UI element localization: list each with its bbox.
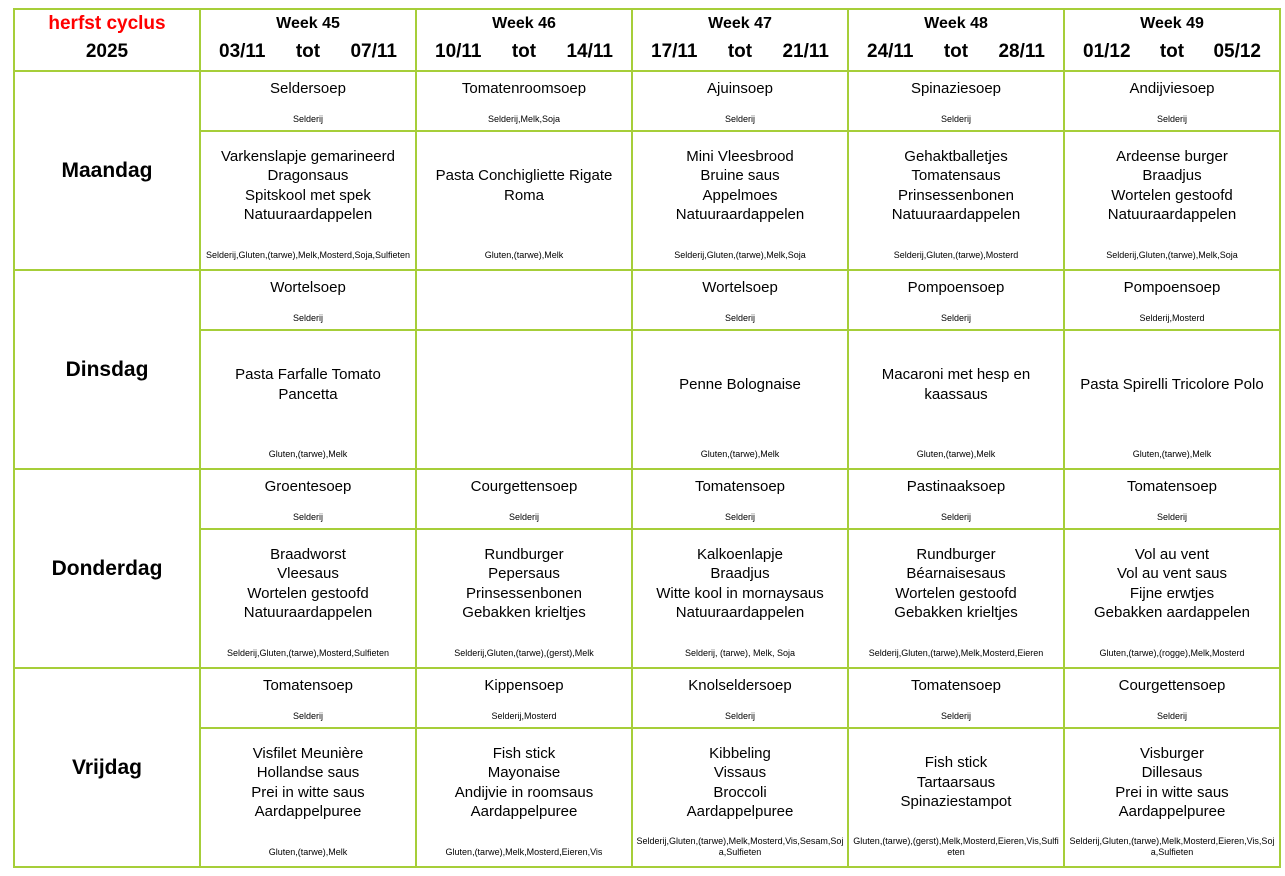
meal-allergens: Gluten,(tarwe),Melk [700,449,780,459]
day-label: Dinsdag [15,271,201,470]
meal-item: Wortelen gestoofd [1111,186,1233,204]
meal-items [1067,132,1277,239]
meal-item: Braadjus [710,565,770,582]
meal-item: Vleesaus [277,565,339,582]
meal-item: Gehaktballetjes [904,147,1008,165]
week-date-range [849,41,1063,63]
meal-item: Natuuraardappelen [243,604,373,621]
meal-allergens: Selderij,Gluten,(tarwe),Melk,Mosterd,Eieren [868,648,1044,658]
meal-item: Broccoli [713,783,767,801]
meal-allergens: Gluten,(tarwe),(gerst),Melk,Mosterd,Eieren,Vis,Sulfieten [853,836,1059,857]
soup-cell [417,669,633,729]
meal-allergens: Selderij,Gluten,(tarwe),Melk,Mosterd,Eieren,Vis,Soja,Sulfieten [1069,836,1275,857]
meal-item: Varkenslapje gemarineerd [221,147,395,165]
soup-cell [201,669,417,729]
meal-items [635,530,845,637]
meal-items [203,132,413,239]
soup-cell [1065,72,1281,132]
week-date-range [417,41,631,63]
week-date-range [1065,41,1279,63]
soup-name: Courgettensoep [470,478,578,495]
soup-name: Tomatensoep [910,677,1002,694]
meal-allergens: Gluten,(tarwe),(rogge),Melk,Mosterd [1099,648,1245,658]
meal-items [203,729,413,836]
meal-item: Mayonaise [487,764,561,781]
soup-cell [633,669,849,729]
meal-item: Aardappelpuree [686,803,794,820]
meal-item: Gebakken krieltjes [462,604,586,621]
meal-item: Aardappelpuree [1118,803,1226,820]
date-from: 01/12 [1083,41,1131,62]
meal-items [419,729,629,836]
menu-table [13,8,1281,868]
meal-item: Fish stick [924,754,988,772]
meal-items [851,729,1061,836]
meal-cell [1065,530,1281,669]
week-label: Week 49 [1140,15,1204,32]
meal-item: Natuuraardappelen [1107,206,1237,223]
meal-allergens: Selderij,Gluten,(tarwe),Mosterd [893,250,1019,260]
meal-item: Natuuraardappelen [243,206,373,223]
date-to: 05/12 [1213,41,1261,62]
soup-name: Tomatensoep [262,677,354,694]
meal-items [635,132,845,239]
meal-cell [1065,729,1281,868]
meal-item: Fijne erwtjes [1129,584,1215,602]
soup-allergens: Selderij [292,711,323,721]
soup-allergens: Selderij [724,711,755,721]
soup-cell [417,271,633,331]
date-to: 28/11 [998,41,1045,62]
soup-name: Kippensoep [484,677,564,694]
meal-items [635,729,845,836]
date-tot: tot [1159,41,1185,62]
soup-allergens: Selderij [940,512,971,522]
soup-allergens: Selderij [724,114,755,124]
soup-name: Wortelsoep [702,279,778,296]
meal-cell [417,729,633,868]
soup-name: Seldersoep [270,80,346,97]
soup-allergens: Selderij,Mosterd [1139,313,1205,323]
soup-allergens: Selderij [940,114,971,124]
meal-item: Natuuraardappelen [675,206,805,223]
soup-name: Courgettensoep [1118,677,1226,694]
meal-items [635,331,845,438]
meal-cell [417,331,633,470]
meal-item: Spinaziestampot [900,793,1012,811]
meal-item: Tomatensaus [911,167,1001,184]
soup-allergens: Selderij,Melk,Soja [487,114,561,124]
soup-cell [633,470,849,530]
meal-item: Prei in witte saus [1115,783,1229,801]
meal-item: Vol au vent saus [1116,565,1228,582]
soup-allergens: Selderij [292,114,323,124]
cycle-year: 2025 [85,41,129,62]
meal-cell [1065,132,1281,271]
meal-items [419,530,629,637]
soup-allergens: Selderij [940,313,971,323]
meal-item: Pasta Farfalle Tomato [235,366,381,383]
meal-allergens: Gluten,(tarwe),Melk [916,449,996,459]
week-date-range [201,41,415,63]
meal-cell [201,331,417,470]
meal-item: Dillesaus [1141,764,1203,781]
meal-item: Hollandse saus [256,764,360,781]
meal-item: Natuuraardappelen [891,206,1021,223]
meal-item: Witte kool in mornaysaus [656,584,824,602]
cycle-title: herfst cyclus [48,13,166,34]
cycle-header [15,10,201,72]
meal-item: Tartaarsaus [916,773,996,791]
soup-name: Tomatensoep [694,478,786,495]
meal-cell [849,530,1065,669]
meal-allergens: Gluten,(tarwe),Melk [484,250,564,260]
meal-allergens: Selderij,Gluten,(tarwe),Mosterd,Sulfieten [226,648,390,658]
soup-cell [849,669,1065,729]
soup-name: Groentesoep [264,478,352,495]
meal-item: Visburger [1140,744,1204,762]
date-tot: tot [727,41,753,62]
day-label: Maandag [15,72,201,271]
meal-item: Pasta Conchigliette Rigate [435,167,613,184]
soup-cell [417,72,633,132]
meal-items [1067,729,1277,836]
meal-items [419,331,629,438]
meal-items [851,530,1061,637]
meal-items [851,132,1061,239]
soup-allergens: Selderij [508,512,539,522]
meal-items [419,132,629,239]
meal-allergens: Selderij,Gluten,(tarwe),Melk,Soja [1106,250,1238,260]
soup-cell [1065,470,1281,530]
meal-item: kaassaus [924,385,988,403]
meal-item: Wortelen gestoofd [895,584,1017,602]
meal-item: Fish stick [492,744,556,762]
soup-name: Pompoensoep [907,279,1005,296]
meal-item: Prei in witte saus [251,783,365,801]
meal-cell [849,729,1065,868]
week-header [633,10,849,72]
date-to: 14/11 [566,41,613,62]
meal-item: Appelmoes [702,186,778,204]
week-header [849,10,1065,72]
soup-allergens: Selderij [724,313,755,323]
soup-allergens: Selderij [1156,711,1187,721]
soup-cell [849,72,1065,132]
week-label: Week 45 [276,15,340,32]
meal-cell [201,132,417,271]
meal-cell [849,331,1065,470]
date-from: 10/11 [435,41,482,62]
meal-cell [201,530,417,669]
meal-item: Prinsessenbonen [898,186,1014,204]
soup-allergens: Selderij [1156,114,1187,124]
meal-item: Bruine saus [700,167,780,184]
date-tot: tot [511,41,537,62]
meal-cell [633,331,849,470]
soup-name: Andijviesoep [1129,80,1215,97]
meal-item: Rundburger [916,545,996,563]
meal-cell [633,530,849,669]
soup-name: Spinaziesoep [910,80,1002,97]
week-header [201,10,417,72]
soup-cell [201,470,417,530]
meal-cell [417,132,633,271]
meal-item: Vissaus [713,764,767,781]
meal-allergens: Selderij,Gluten,(tarwe),Melk,Mosterd,Vis,Sesam,Soja,Sulfieten [636,836,844,857]
soup-name: Knolseldersoep [688,677,792,694]
soup-cell [1065,271,1281,331]
meal-item: Gebakken krieltjes [894,604,1018,621]
meal-item: Pancetta [278,385,338,403]
meal-item: Macaroni met hesp en [881,366,1031,383]
soup-allergens: Selderij [292,512,323,522]
meal-item: Braadjus [1142,167,1202,184]
meal-item: Pasta Spirelli Tricolore Polo [1080,375,1264,393]
meal-item: Spitskool met spek [245,186,371,204]
meal-cell [633,132,849,271]
soup-cell [633,72,849,132]
soup-cell [633,271,849,331]
meal-items [1067,331,1277,438]
date-from: 03/11 [219,41,266,62]
meal-item: Roma [503,186,544,204]
meal-item: Aardappelpuree [470,803,578,820]
soup-name: Tomatenroomsoep [461,80,587,97]
soup-name: Wortelsoep [270,279,346,296]
week-label: Week 48 [924,15,988,32]
meal-cell [633,729,849,868]
meal-items [203,530,413,637]
day-label: Vrijdag [15,669,201,868]
soup-allergens: Selderij,Mosterd [491,711,557,721]
date-from: 17/11 [651,41,698,62]
meal-item: Gebakken aardappelen [1094,604,1250,621]
meal-allergens: Gluten,(tarwe),Melk [1132,449,1212,459]
meal-allergens: Gluten,(tarwe),Melk [268,449,348,459]
meal-items [851,331,1061,438]
soup-name: Ajuinsoep [707,80,773,97]
meal-item: Rundburger [484,545,564,563]
week-date-range [633,41,847,63]
meal-allergens: Gluten,(tarwe),Melk [268,847,348,857]
meal-item: Aardappelpuree [254,803,362,820]
meal-item: Ardeense burger [1116,147,1228,165]
meal-allergens: Selderij, (tarwe), Melk, Soja [684,648,796,658]
week-header [1065,10,1281,72]
meal-item: Mini Vleesbrood [686,147,794,165]
date-from: 24/11 [867,41,914,62]
meal-item: Braadworst [270,545,346,563]
soup-cell [201,72,417,132]
date-tot: tot [295,41,321,62]
meal-allergens: Selderij,Gluten,(tarwe),Melk,Soja [674,250,806,260]
soup-allergens: Selderij [940,711,971,721]
meal-item: Penne Bolognaise [679,375,801,393]
soup-allergens: Selderij [724,512,755,522]
soup-name: Pompoensoep [1123,279,1221,296]
meal-allergens: Selderij,Gluten,(tarwe),(gerst),Melk [454,648,594,658]
meal-item: Visfilet Meunière [252,744,364,762]
meal-item: Kibbeling [709,744,771,762]
soup-cell [1065,669,1281,729]
meal-item: Andijvie in roomsaus [454,783,594,801]
meal-allergens: Gluten,(tarwe),Melk,Mosterd,Eieren,Vis [445,847,603,857]
soup-cell [849,271,1065,331]
date-to: 21/11 [782,41,829,62]
soup-allergens: Selderij [292,313,323,323]
day-label: Donderdag [15,470,201,669]
date-tot: tot [943,41,969,62]
meal-item: Kalkoenlapje [697,545,783,563]
week-label: Week 47 [708,15,772,32]
meal-cell [201,729,417,868]
meal-item: Prinsessenbonen [466,584,582,602]
meal-item: Dragonsaus [267,167,349,184]
soup-cell [849,470,1065,530]
meal-item: Wortelen gestoofd [247,584,369,602]
week-header [417,10,633,72]
meal-item: Pepersaus [488,565,560,582]
meal-items [203,331,413,438]
soup-cell [417,470,633,530]
meal-items [1067,530,1277,637]
date-to: 07/11 [350,41,397,62]
meal-cell [849,132,1065,271]
meal-item: Béarnaisesaus [906,565,1006,582]
week-label: Week 46 [492,15,556,32]
meal-cell [417,530,633,669]
meal-item: Vol au vent [1134,545,1210,563]
meal-allergens: Selderij,Gluten,(tarwe),Melk,Mosterd,Soja,Sulfieten [205,250,411,260]
soup-name: Tomatensoep [1126,478,1218,495]
soup-allergens: Selderij [1156,512,1187,522]
meal-cell [1065,331,1281,470]
soup-cell [201,271,417,331]
soup-name: Pastinaaksoep [906,478,1006,495]
meal-item: Natuuraardappelen [675,604,805,621]
